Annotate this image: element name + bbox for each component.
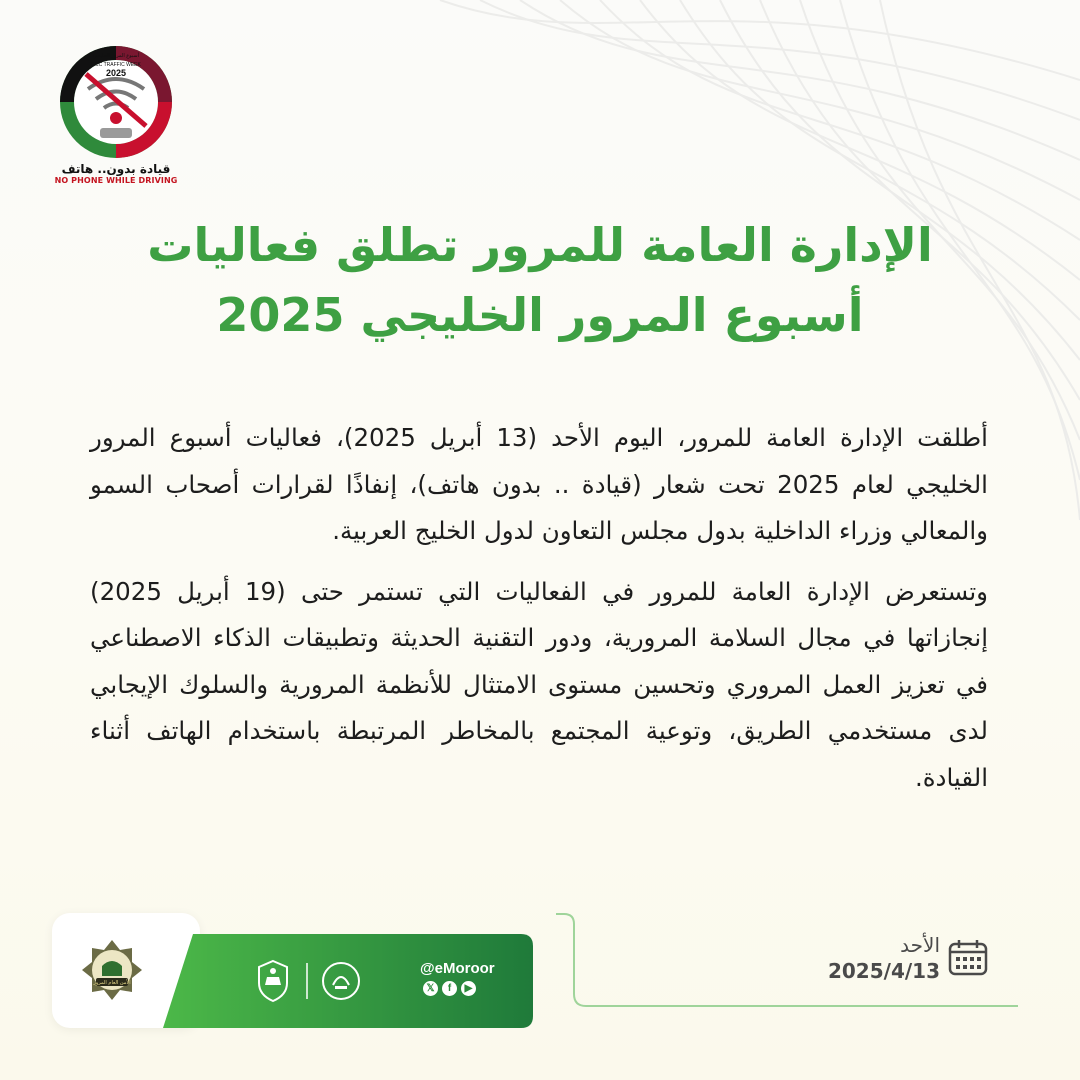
logo-emblem bbox=[58, 44, 174, 160]
logo-tagline-en: NO PHONE WHILE DRIVING bbox=[54, 176, 178, 185]
interior-ministry-icon bbox=[323, 963, 359, 999]
ministry-logos bbox=[255, 955, 365, 1005]
logo-event-label: GCC TRAFFIC WEEK bbox=[91, 62, 141, 68]
youtube-icon[interactable]: ▶ bbox=[461, 981, 476, 996]
title-line-1: الإدارة العامة للمرور تطلق فعاليات bbox=[147, 218, 933, 272]
logo-tagline-ar: قيادة بدون.. هاتف bbox=[61, 162, 171, 176]
social-handle[interactable]: @eMoroor bbox=[420, 960, 495, 977]
x-icon[interactable]: 𝕏 bbox=[423, 981, 438, 996]
paragraph-2: وتستعرض الإدارة العامة للمرور في الفعاليات التي تستمر حتى (19 أبريل 2025) إنجازاتها في مجال السلامة المرورية، ودور التقنية الحديثة وتطبيقات الذكاء الاصطناعي في تعزيز العمل المروري وتحسين مستوى الامتثال للأنظمة المرورية والسلوك الإيجابي لدى مستخدمي الطريق، وتوعية المجتمع بالمخاطر المرتبطة باستخدام الهاتف أثناء القيادة. bbox=[90, 576, 989, 792]
page-title bbox=[100, 210, 980, 350]
social-icons bbox=[423, 981, 476, 996]
title-line-2: أسبوع المرور الخليجي 2025 bbox=[216, 288, 864, 342]
date-value: 2025/4/13 bbox=[827, 959, 940, 983]
public-security-emblem bbox=[80, 938, 144, 1002]
date-day: الأحد bbox=[900, 933, 940, 957]
gcc-traffic-week-logo bbox=[52, 38, 180, 190]
emblem-text: الأمن العام المرور bbox=[93, 980, 131, 986]
paragraph-1: أطلقت الإدارة العامة للمرور، اليوم الأحد (13 أبريل 2025)، فعاليات أسبوع المرور الخليجي لعام 2025 تحت شعار (قيادة .. بدون هاتف)، إنفاذًا لقرارات أصحاب السمو والمعالي وزراء الداخلية بدول مجلس التعاون لدول الخليج العربية. bbox=[90, 423, 988, 545]
calendar-icon bbox=[948, 938, 988, 976]
logo-top-text: أسبوع المرور الخليجي bbox=[93, 53, 139, 59]
logo-year: 2025 bbox=[105, 68, 127, 78]
moroor-shield-icon bbox=[259, 961, 287, 1001]
article-body bbox=[90, 415, 988, 815]
facebook-icon[interactable]: f bbox=[442, 981, 457, 996]
